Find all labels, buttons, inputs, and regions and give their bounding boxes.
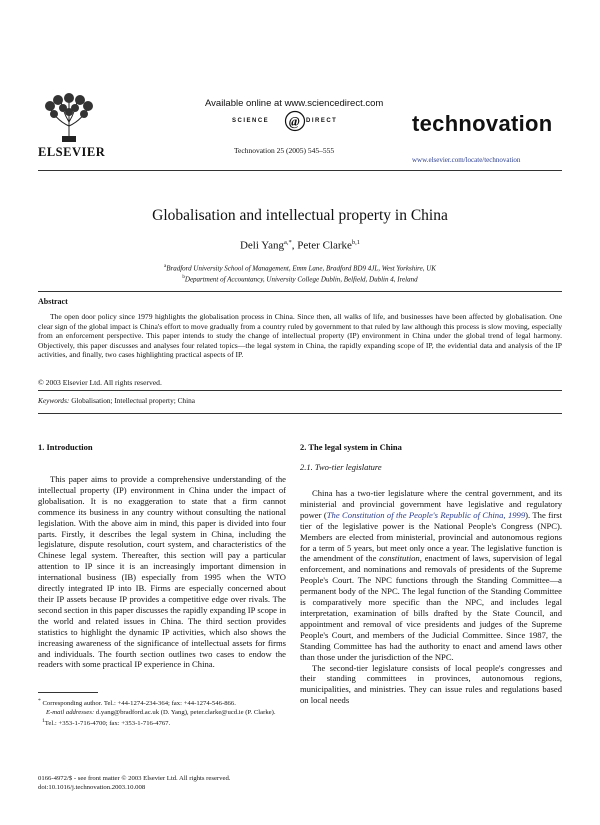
section-1-heading: 1. Introduction <box>38 442 93 452</box>
section-1-paragraph: This paper aims to provide a comprehensive understanding of the intellectual property (IP) environment in China under the impact of globalisation. It is no exaggeration to state that a firm cannot commence its business in any country without consulting the national legislation. With the above aim in mind, this paper is divided into four parts. Firstly, it describes the legal system in China, including the legislature, dispute resolution, court system, and characteristics of the Chinese legal system. Thereafter, this section will pay a particular attention to IP since it is an increasingly important dimension in international business (IB) especially from 1995 when the WTO directly integrated IP into IB. Firms are especially concerned about their IP assets because IP provides a competitive edge over rivals. The second section in this paper discusses the rapidly expanding IP scope in the world and related issues in China. The third section provides statistics to highlight the dynamic IP activities, which also shows the increasing awareness of the significance of intellectual assets for firms and individuals. The fourth section outlines two cases to endow the readers with some practical IP experience in China. <box>38 474 286 670</box>
available-online-text[interactable]: Available online at www.sciencedirect.com <box>205 98 384 109</box>
footnote-corresponding <box>38 697 286 709</box>
footnotes <box>38 697 286 729</box>
affiliation-a <box>0 264 600 272</box>
footnote-1-mark: 1 <box>42 718 45 725</box>
email-label: E-mail addresses: <box>46 708 95 716</box>
abstract-heading: Abstract <box>38 297 68 306</box>
article-title: Globalisation and intellectual property in China <box>152 207 448 224</box>
author-2-marks: b,1 <box>351 239 361 246</box>
article-metadata <box>38 775 230 792</box>
footnote-divider <box>38 692 98 693</box>
section-2-paragraph-2: The second-tier legislature consists of local people's congresses and their standing committees in provinces, autonomous regions, municipalities, and ministries. They can issue rules and regulations based on local needs <box>300 662 562 706</box>
publisher-name: ELSEVIER <box>38 145 106 159</box>
author-line: Deli Yang$^{a,*}$, Peter Clarke$^{b,1}$ <box>239 239 361 252</box>
abstract-divider-top <box>38 291 562 292</box>
journal-reference: Technovation 25 (2005) 545–555 <box>234 146 335 155</box>
aff-b-text: Department of Accountancy, University College Dublin, Belfield, Dublin 4, Ireland <box>184 275 418 284</box>
sd-logo-left: SCIENCE <box>232 118 270 124</box>
section-2-body <box>300 488 562 706</box>
footnote-email <box>38 709 286 717</box>
sd-mark: @ <box>288 113 302 129</box>
footnote-star-mark: * <box>38 698 41 704</box>
sd-logo-right: DIRECT <box>306 118 338 124</box>
aff-a-mark: a <box>164 264 167 269</box>
keywords-list: Globalisation; Intellectual property; China <box>71 396 195 405</box>
section-2-heading: 2. The legal system in China <box>300 442 402 452</box>
footnote-corresponding-text: Corresponding author. Tel.: +44-1274-234-364; fax: +44-1274-546-866. <box>42 700 236 708</box>
subsection-2-1-heading: 2.1. Two-tier legislature <box>300 462 382 472</box>
aff-b-mark: b <box>182 275 185 280</box>
journal-url-link[interactable]: www.elsevier.com/locate/technovation <box>412 156 521 164</box>
sciencedirect-logo[interactable] <box>232 110 362 134</box>
keywords-divider <box>38 390 562 391</box>
abstract-copyright: © 2003 Elsevier Ltd. All rights reserved. <box>38 378 162 387</box>
abstract-text: The open door policy since 1979 highlights the globalisation process in China. Since then, all walks of life, and businesses have been affected by globalisation. One clear sign of the global impact is China's effort to move gradually from a country ruled by government to that ruled by law although this process is slow moving, especially from an enforcement perspective. This paper intends to study the change of intellectual property (IP) environment in China under the global trend of legal harmony. Objectively, this paper discusses and analyses four related topics—the legal system in China, the rapidly expanding scope of IP, the evidential data and analysis of the IP activities, and finally, two cases highlighting practical aspects of IP. <box>38 312 562 360</box>
sd-at-icon <box>284 110 306 132</box>
author-2[interactable]: Peter Clarke <box>297 239 352 252</box>
footnote-tel <box>38 717 286 729</box>
footnote-tel-text: Tel.: +353-1-716-4700; fax: +353-1-716-4767. <box>44 720 171 728</box>
section-1-body <box>38 474 286 670</box>
issn-line: 0166-4972/$ - see front matter © 2003 Elsevier Ltd. All rights reserved. <box>38 775 231 782</box>
doi-line[interactable]: doi:10.1016/j.technovation.2003.10.008 <box>38 783 146 791</box>
header-divider <box>38 170 562 171</box>
section-2-paragraph-1: China has a two-tier legislature where the central government, and its ministerial and provincial government have legislative and regulatory power (The Constitution of the People's Republic of China, 1999). The first tier of the legislative power is the National People's Congress (NPC). Members are elected from ministerial, provincial and autonomous regions for a term of 5 years, but meet only once a year. The legislative function is the amendment of the constitution, enactment of laws, supervision of legal enforcement, and nominations and removals of presidents of the Supreme People's Court. The NPC functions through the Standing Committee—a permanent body of the NPC. The legal function of the Standing Committee is comparatively more specific than the NPC, and includes legal interpretation, examination of bills drafted by the State Council, and appointment and removal of vice presidents and judges of the Supreme People's Court, and members of the Judicial Committee. Since 1987, the Standing Committee has had the authority to enact and amend laws other than those under the jurisdiction of the NPC. <box>300 488 562 662</box>
keywords-label: Keywords: <box>38 396 70 405</box>
journal-brand: technovation <box>412 111 553 136</box>
affiliation-b <box>0 275 600 283</box>
author-1-marks: a,* <box>283 239 292 246</box>
body-divider <box>38 413 562 414</box>
constitution-emphasis: constitution <box>379 553 420 564</box>
keywords <box>38 396 195 405</box>
aff-a-text: Bradford University School of Management, Emm Lane, Bradford BD9 4JL, West Yorkshire, UK <box>166 264 436 273</box>
email-addresses[interactable]: d.yang@bradford.ac.uk (D. Yang), peter.clarke@ucd.ie (P. Clarke). <box>95 708 276 716</box>
constitution-citation-link[interactable]: The Constitution of the People's Republic of China, 1999 <box>326 509 526 520</box>
author-1[interactable]: Deli Yang <box>239 239 284 252</box>
